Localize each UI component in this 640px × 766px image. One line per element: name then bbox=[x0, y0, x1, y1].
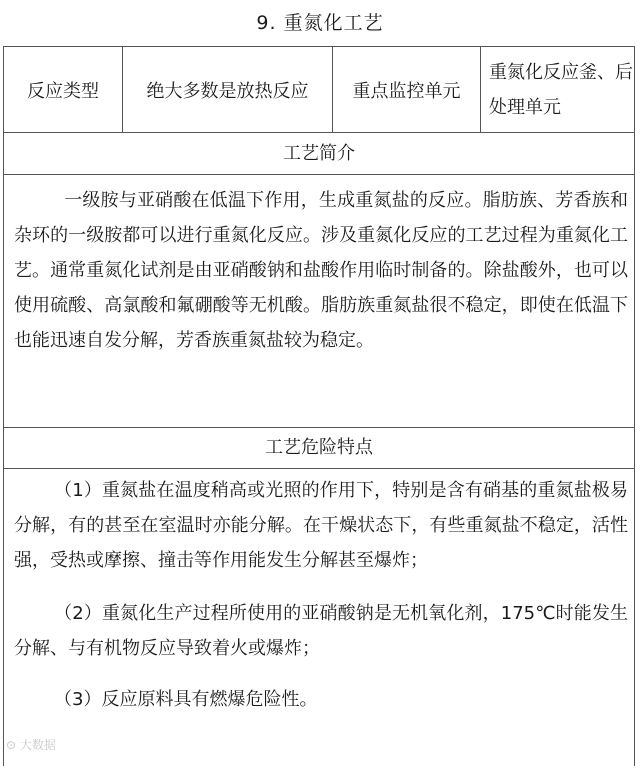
hazard-item bbox=[4, 682, 634, 717]
hazard-item-2: （2）重氮化生产过程所使用的亚硝酸钠是无机氧化剂，175℃时能发生分解、与有机物反应导致着火或爆炸； bbox=[14, 603, 628, 659]
hazard-item bbox=[4, 473, 634, 578]
intro-text bbox=[4, 183, 634, 358]
hazards-heading: 工艺危险特点 bbox=[4, 427, 634, 469]
monitor-unit-value: 重氮化反应釜、后处理单元 bbox=[489, 61, 633, 118]
process-table bbox=[3, 46, 635, 766]
intro-paragraph: 一级胺与亚硝酸在低温下作用，生成重氮盐的反应。脂肪族、芳香族和杂环的一级胺都可以进行重氮化反应。涉及重氮化反应的工艺过程为重氮化工艺。通常重氮化试剂是由亚硝酸钠和盐酸作用临时制备的。除盐酸外，也可以使用硫酸、高氯酸和氟硼酸等无机酸。脂肪族重氮盐很不稳定，即使在低温下也能迅速自发分解，芳香族重氮盐较为稳定。 bbox=[14, 190, 628, 351]
monitor-unit-label: 重点监控单元 bbox=[333, 47, 481, 132]
watermark: ⊙ 大数据 bbox=[6, 738, 56, 752]
intro-heading: 工艺简介 bbox=[4, 133, 634, 175]
reaction-type-label: 反应类型 bbox=[4, 47, 123, 132]
hazard-item-1: （1）重氮盐在温度稍高或光照的作用下，特别是含有硝基的重氮盐极易分解，有的甚至在室温时亦能分解。在干燥状态下，有些重氮盐不稳定，活性强，受热或摩擦、撞击等作用能发生分解甚至爆炸； bbox=[14, 480, 628, 571]
hazard-item-3: （3）反应原料具有燃爆危险性。 bbox=[54, 689, 318, 710]
watermark-text: 大数据 bbox=[19, 738, 56, 752]
hazard-item bbox=[4, 596, 634, 666]
reaction-type-value: 绝大多数是放热反应 bbox=[123, 47, 333, 132]
table-header-row bbox=[4, 47, 634, 133]
page-title: 9. 重氮化工艺 bbox=[256, 12, 384, 34]
